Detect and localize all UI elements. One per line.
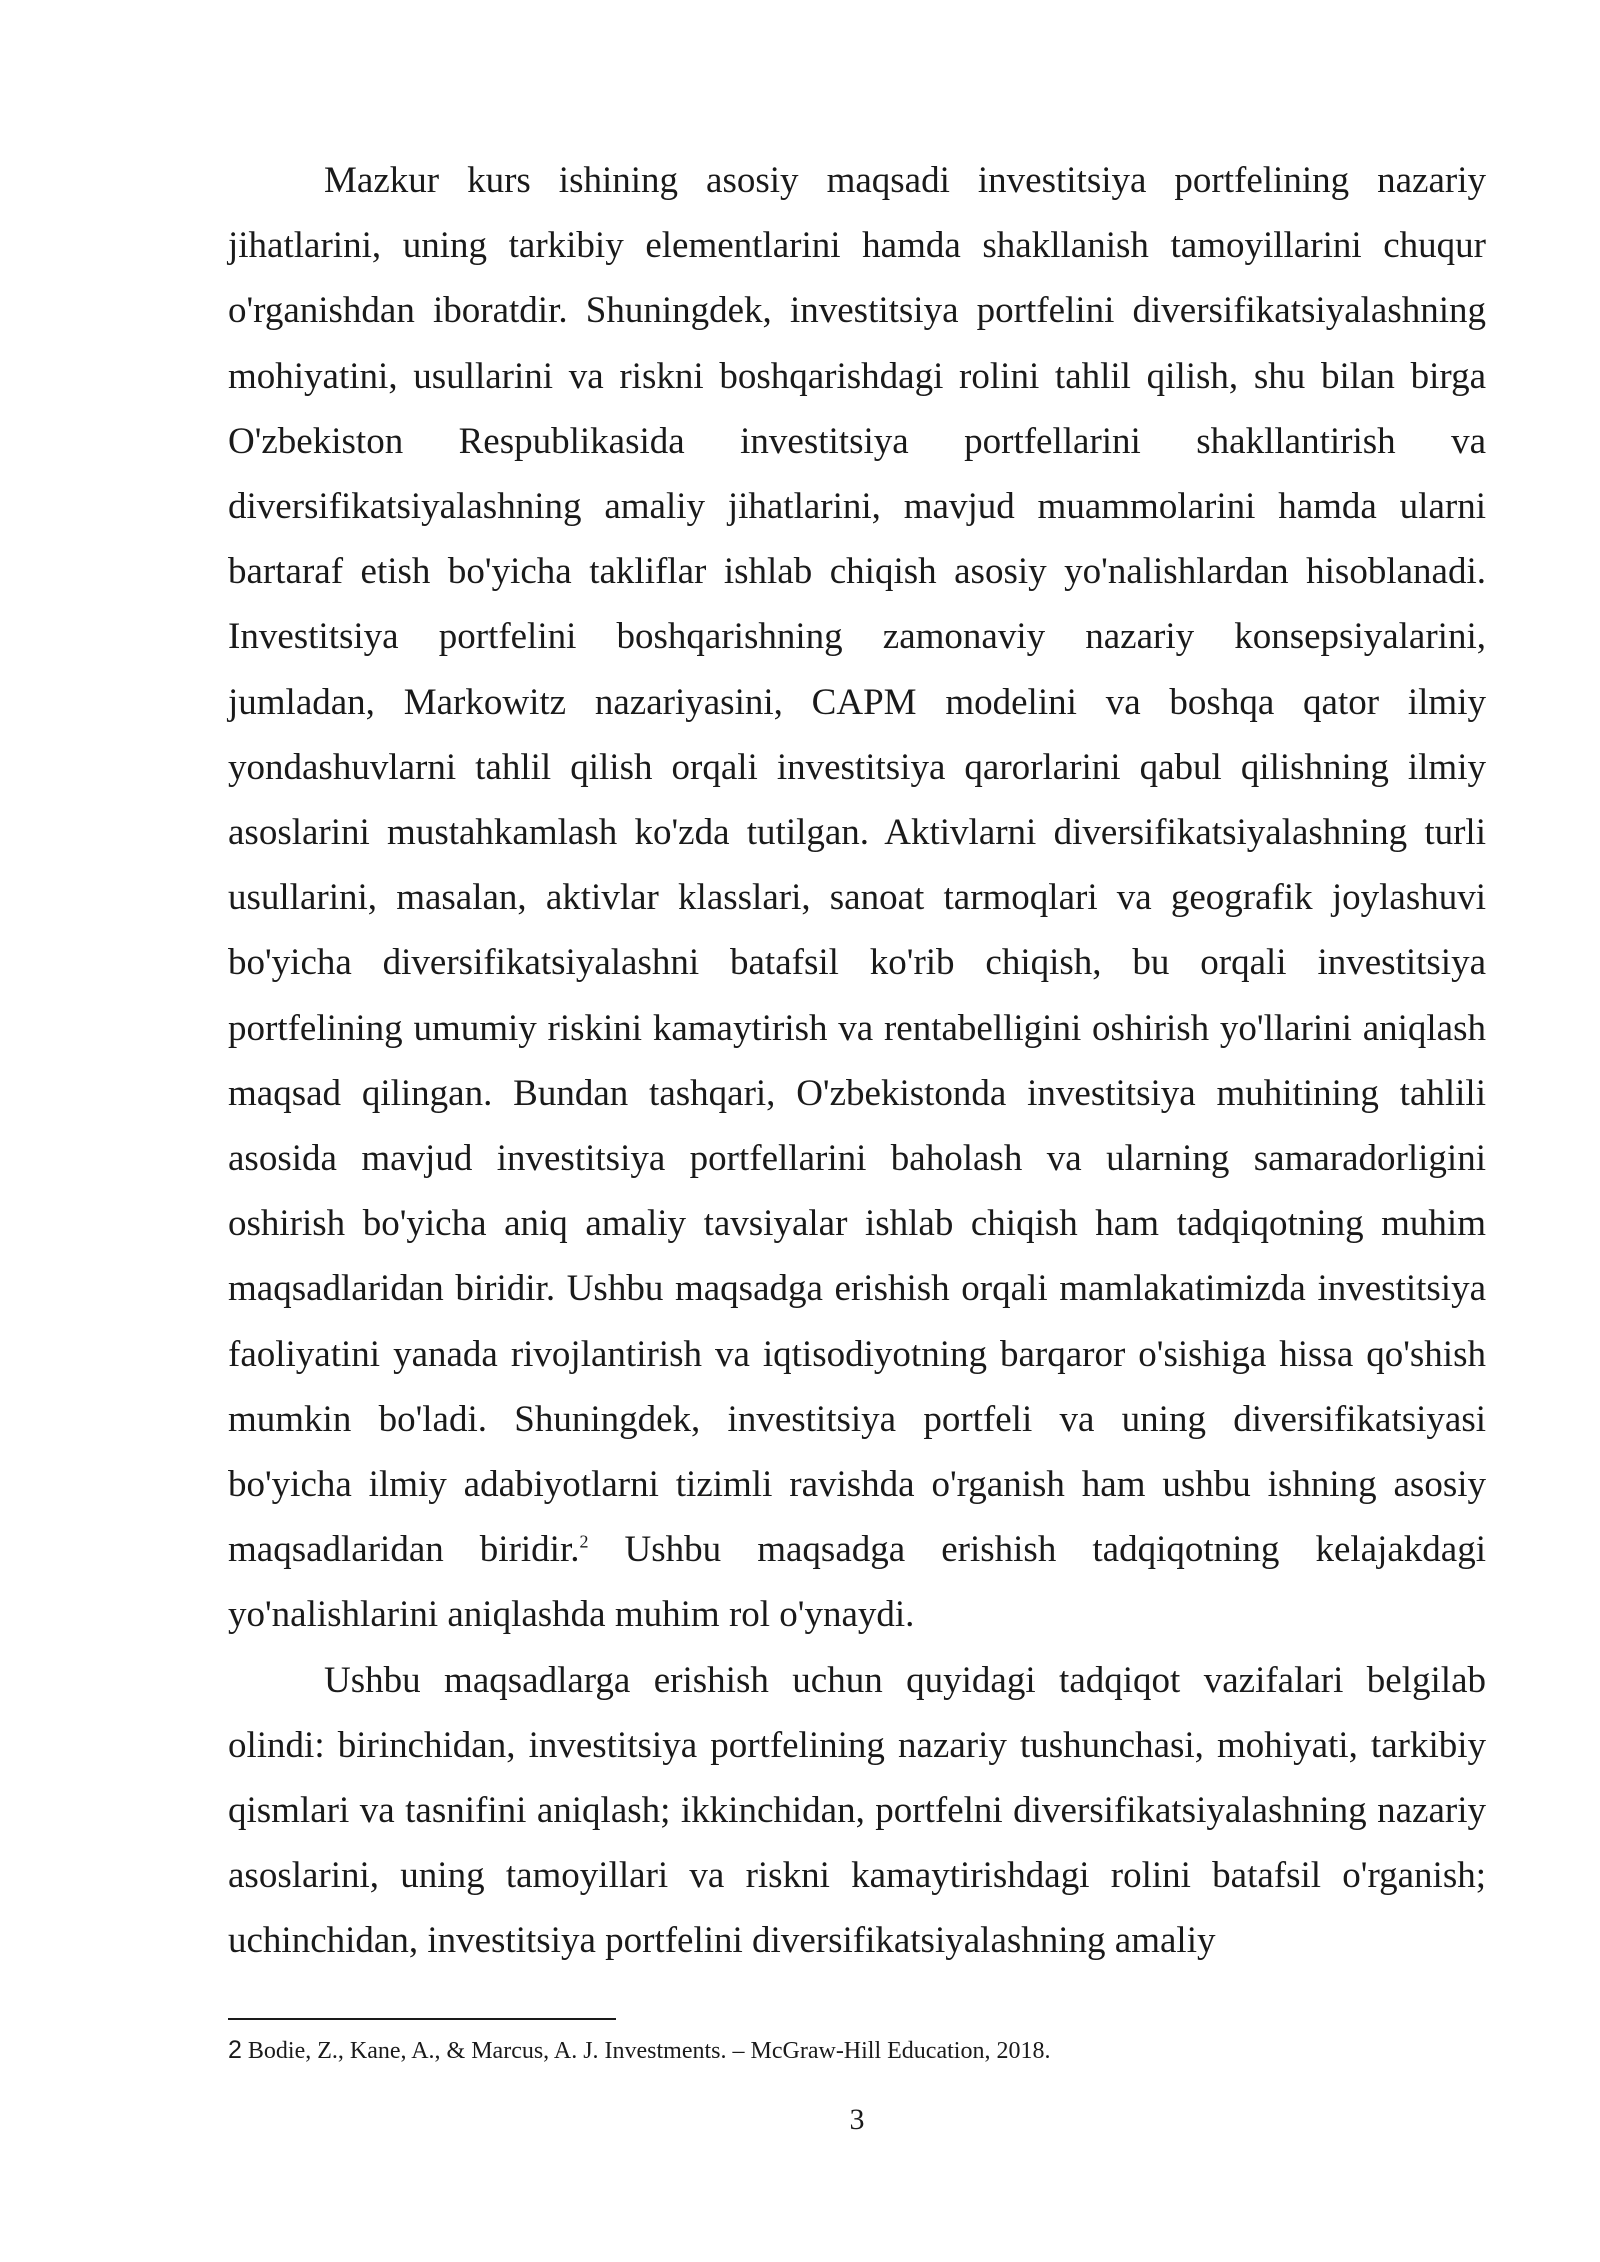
document-body xyxy=(228,148,1486,1974)
paragraph-text: Mazkur kurs ishining asosiy maqsadi investitsiya portfelining nazariy jihatlarini, uning tarkibiy elementlarini hamda shakllanish tamoyillarini chuqur o'rganishdan iboratdir. Shuningdek, investitsiya portfelini diversifikatsiyalashning mohiyatini, usullarini va riskni boshqarishdagi rolini tahlil qilish, shu bilan birga O'zbekiston Respublikasida investitsiya portfellarini shakllantirish va diversifikatsiyalashning amaliy jihatlarini, mavjud muammolarini hamda ularni bartaraf etish bo'yicha takliflar ishlab chiqish asosiy yo'nalishlardan hisoblanadi. Investitsiya portfelini boshqarishning zamonaviy nazariy konsepsiyalarini, jumladan, Markowitz nazariyasini, CAPM modelini va boshqa qator ilmiy yondashuvlarni tahlil qilish orqali investitsiya qarorlarini qabul qilishning ilmiy asoslarini mustahkamlash ko'zda tutilgan. Aktivlarni diversifikatsiyalashning turli usullarini, masalan, aktivlar klasslari, sanoat tarmoqlari va geografik joylashuvi bo'yicha diversifikatsiyalashni batafsil ko'rib chiqish, bu orqali investitsiya portfelining umumiy riskini kamaytirish va rentabelligini oshirish yo'llarini aniqlash maqsad qilingan. Bundan tashqari, O'zbekistonda investitsiya muhitining tahlili asosida mavjud investitsiya portfellarini baholash va ularning samaradorligini oshirish bo'yicha aniq amaliy tavsiyalar ishlab chiqish ham tadqiqotning muhim maqsadlaridan biridir. Ushbu maqsadga erishish orqali mamlakatimizda investitsiya faoliyatini yanada rivojlantirish va iqtisodiyotning barqaror o'sishiga hissa qo'shish mumkin bo'ladi. Shuningdek, investitsiya portfeli va uning diversifikatsiyasi bo'yicha ilmiy adabiyotlarni tizimli ravishda o'rganish ham ushbu ishning asosiy maqsadlaridan biridir. xyxy=(228,160,1486,1571)
paragraph: Ushbu maqsadlarga erishish uchun quyidagi tadqiqot vazifalari belgilab olindi: birinchidan, investitsiya portfelining nazariy tushunchasi, mohiyati, tarkibiy qismlari va tasnifini aniqlash; ikkinchidan, portfelni diversifikatsiyalashning nazariy asoslarini, uning tamoyillari va riskni kamaytirishdagi rolini batafsil o'rganish; uchinchidan, investitsiya portfelini diversifikatsiyalashning amaliy xyxy=(228,1659,1486,1962)
footnote xyxy=(228,2034,1486,2067)
paragraph xyxy=(228,148,1486,1648)
footnote-reference[interactable]: 2 xyxy=(579,1531,589,1552)
paragraph-text: Ushbu maqsadga erishish tadqiqotning kelajakdagi yo'nalishlarini aniqlashda muhim rol o'ynaydi. xyxy=(228,1529,1486,1636)
page-number: 3 xyxy=(849,2103,865,2136)
footnote-separator xyxy=(228,2018,616,2020)
footnote-number: 2 xyxy=(228,2036,242,2064)
footnote-text: Bodie, Z., Kane, A., & Marcus, A. J. Investments. – McGraw-Hill Education, 2018. xyxy=(241,2038,1051,2064)
